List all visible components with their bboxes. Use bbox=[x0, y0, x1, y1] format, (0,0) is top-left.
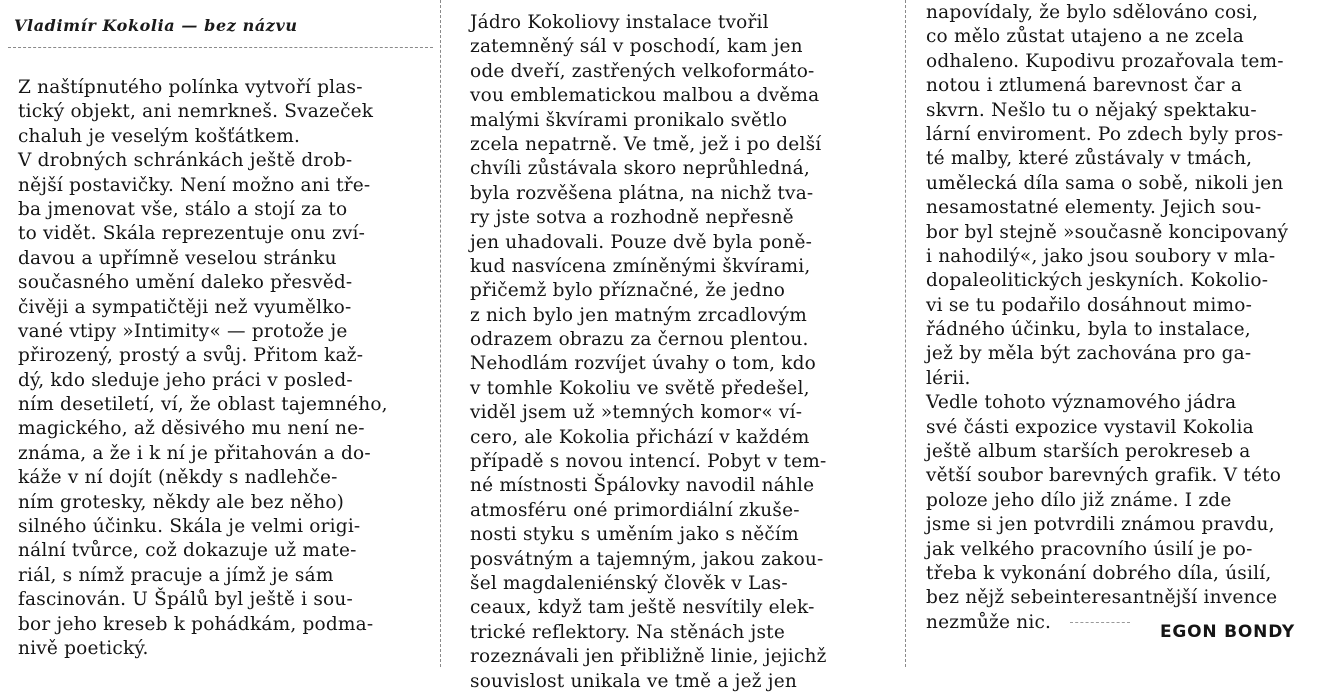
text-line: skvrn. Nešlo tu o nějaký spektaku- bbox=[926, 99, 1257, 121]
text-line: případě s novou intencí. Pobyt v tem- bbox=[470, 451, 827, 473]
text-line: současného umění daleko přesvěd- bbox=[18, 272, 353, 294]
text-line: lérii. bbox=[926, 367, 971, 389]
text-line: rozeznávali jen přibližně linie, jejichž bbox=[470, 646, 827, 668]
text-line: ještě album starších perokreseb a bbox=[926, 441, 1251, 463]
text-line: zcela nepatrně. Ve tmě, jež i po delší bbox=[470, 133, 822, 155]
text-line: nezmůže nic. bbox=[926, 611, 1052, 633]
text-line: Jádro Kokoliovy instalace tvořil bbox=[470, 12, 769, 33]
article-column-2 bbox=[458, 0, 898, 692]
text-line: poloze jeho dílo již známe. I zde bbox=[926, 489, 1232, 511]
text-line: notou i ztlumená barevnost čar a bbox=[926, 75, 1243, 97]
text-line: jak velkého pracovního úsilí je po- bbox=[926, 538, 1253, 560]
text-line: jen uhadovali. Pouze dvě byla poně- bbox=[470, 231, 813, 253]
text-line: větší soubor barevných grafik. V této bbox=[926, 465, 1282, 487]
author-signature: EGON BONDY bbox=[1160, 622, 1295, 642]
text-line: odhaleno. Kupodivu prozařovala tem- bbox=[926, 50, 1284, 72]
text-line: řádného účinku, byla to instalace, bbox=[926, 319, 1251, 341]
text-line: šel magdaleniénský člověk v Las- bbox=[470, 572, 788, 594]
text-line: známa, a že i k ní je přitahován a do- bbox=[18, 442, 371, 464]
text-line: ode dveří, zastřených velkoformáto- bbox=[470, 60, 815, 82]
text-line: to vidět. Skála reprezentuje onu zví- bbox=[18, 223, 366, 245]
text-line: trické reflektory. Na stěnách jste bbox=[470, 621, 785, 643]
text-line: vi se tu podařilo dosáhnout mimo- bbox=[926, 294, 1253, 316]
text-line: vou emblematickou malbou a dvěma bbox=[470, 85, 820, 107]
text-line: chaluh je veselým košťátkem. bbox=[18, 125, 301, 147]
text-line: zatemněný sál v poschodí, kam jen bbox=[470, 36, 803, 58]
article-title: Vladimír Kokolia — bez názvu bbox=[14, 16, 298, 35]
text-line: riál, s nímž pracuje a jímž je sám bbox=[18, 564, 334, 586]
text-line: čivěji a sympatičtěji než vyumělko- bbox=[18, 296, 352, 318]
text-line: tický objekt, ani nemrkneš. Svazeček bbox=[18, 101, 374, 123]
text-line: nesamostatné elementy. Jejich sou- bbox=[926, 197, 1262, 219]
text-line: magického, až děsivého mu není ne- bbox=[18, 418, 365, 440]
text-line: V drobných schránkách ještě drob- bbox=[18, 150, 353, 172]
text-line: byla rozvěšena plátna, na nichž tva- bbox=[470, 182, 814, 204]
column-divider bbox=[440, 0, 441, 667]
text-line: atmosféru oné primordiální zkuše- bbox=[470, 499, 800, 521]
text-line: né místnosti Špálovky navodil náhle bbox=[470, 475, 815, 497]
text-line: ba jmenovat vše, stálo a stojí za to bbox=[18, 198, 348, 220]
text-line: bor byl stejně »současně koncipovaný bbox=[926, 221, 1289, 243]
text-line: fascinován. U Špálů byl ještě i sou- bbox=[18, 589, 353, 611]
text-line: odrazem obrazu za černou plentou. bbox=[470, 329, 809, 351]
text-line: lární envirоment. Po zdech byly pros- bbox=[926, 123, 1284, 145]
title-rule bbox=[8, 47, 433, 48]
column-2-text bbox=[470, 11, 890, 694]
text-line: malými škvírami pronikalo světlo bbox=[470, 109, 788, 131]
text-line: posvátným a tajemným, jakou zakou- bbox=[470, 548, 824, 570]
text-line: souvislost unikala ve tmě a jež jen bbox=[470, 670, 797, 692]
text-line: jsme si jen potvrdili známou pravdu, bbox=[926, 514, 1275, 536]
article-column-1 bbox=[0, 0, 418, 667]
text-line: kud nasvícena zmíněnými škvírami, bbox=[470, 255, 811, 277]
text-line: přirozený, prostý a svůj. Přitom kaž- bbox=[18, 345, 364, 367]
text-line: dý, kdo sleduje jeho práci v posled- bbox=[18, 369, 353, 391]
signature-dash bbox=[1070, 622, 1130, 623]
text-line: své části expozice vystavil Kokolia bbox=[926, 416, 1254, 438]
text-line: umělecká díla sama o sobě, nikoli jen bbox=[926, 172, 1284, 194]
text-line: nější postavičky. Není možno ani tře- bbox=[18, 174, 371, 196]
text-line: davou a upřímně veselou stránku bbox=[18, 247, 337, 269]
column-divider bbox=[905, 0, 906, 667]
text-line: nivě poetický. bbox=[18, 637, 149, 659]
text-line: vané vtipy »Intimity« — protože je bbox=[18, 320, 348, 342]
text-line: i nahodilý«, jako jsou soubory v mla- bbox=[926, 245, 1276, 267]
text-line: ceaux, když tam ještě nesvítily elek- bbox=[470, 597, 815, 619]
text-line: nosti styku s uměním jako s něčím bbox=[470, 524, 799, 546]
text-line: dopaleolitických jeskyních. Kokolio- bbox=[926, 270, 1269, 292]
text-line: chvíli zůstávala skoro neprůhledná, bbox=[470, 158, 810, 180]
text-line: jež by měla být zachována pro ga- bbox=[926, 343, 1252, 365]
text-line: Z naštípnutého polínka vytvoří plas- bbox=[18, 77, 363, 98]
text-line: v tomhle Kokoliu ve světě předešel, bbox=[470, 377, 810, 399]
text-line: káže v ní dojít (někdy s nadlehče- bbox=[18, 467, 338, 489]
text-line: bor jeho kreseb k pohádkám, podma- bbox=[18, 613, 374, 635]
column-1-text bbox=[18, 76, 416, 661]
text-line: silného účinku. Skála je velmi origi- bbox=[18, 516, 361, 538]
text-line: viděl jsem už »temných komor« ví- bbox=[470, 402, 803, 424]
text-line: co mělo zůstat utajeno a ne zcela bbox=[926, 26, 1244, 48]
column-3-text bbox=[926, 1, 1331, 635]
text-line: Nehodlám rozvíjet úvahy o tom, kdo bbox=[470, 353, 817, 375]
text-line: cero, ale Kokolia přichází v každém bbox=[470, 426, 810, 448]
text-line: napovídaly, že bylo sdělováno cosi, bbox=[926, 2, 1259, 23]
text-line: té malby, které zůstávaly v tmách, bbox=[926, 148, 1253, 170]
text-line: ry jste sotva a rozhodně nepřesně bbox=[470, 207, 794, 229]
text-line: ním grotesky, někdy ale bez něho) bbox=[18, 491, 345, 513]
text-line: přičemž bylo příznačné, že jedno bbox=[470, 280, 786, 302]
text-line: bez nějž sebeinteresantnější invence bbox=[926, 587, 1278, 609]
text-line: z nich bylo jen matným zrcadlovým bbox=[470, 304, 808, 326]
text-line: Vedle tohoto významového jádra bbox=[926, 392, 1237, 414]
text-line: ním desetiletí, ví, že oblast tajemného, bbox=[18, 394, 388, 416]
text-line: třeba k vykonání dobrého díla, úsilí, bbox=[926, 562, 1272, 584]
article-column-3 bbox=[908, 0, 1335, 667]
text-line: nální tvůrce, což dokazuje už mate- bbox=[18, 540, 357, 562]
